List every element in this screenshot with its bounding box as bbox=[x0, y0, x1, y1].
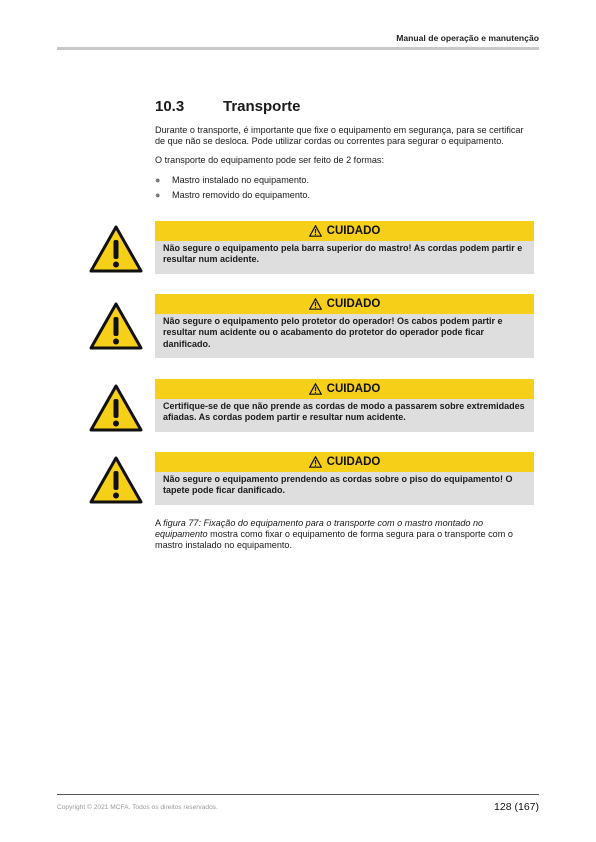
warning-small-icon bbox=[309, 383, 322, 395]
warning-triangle-icon bbox=[89, 384, 143, 432]
closing-suffix: mostra como fixar o equipamento de forma segura para o transporte com o mastro instalado no equipamento. bbox=[155, 529, 513, 551]
warning-box bbox=[155, 221, 534, 274]
bullet-icon: ● bbox=[155, 174, 161, 185]
warning-triangle-icon bbox=[89, 456, 143, 504]
warning-label: CUIDADO bbox=[326, 225, 381, 237]
section-title: Transporte bbox=[223, 98, 301, 115]
intro-paragraph: Durante o transporte, é importante que fixe o equipamento em segurança, para se certificar de que não se desloca. Pode utilizar cordas ou correntes para segurar o equipamento. bbox=[155, 125, 524, 147]
warning-header bbox=[155, 221, 534, 241]
warning-label: CUIDADO bbox=[326, 456, 381, 468]
list-item-text: Mastro instalado no equipamento. bbox=[172, 174, 309, 185]
warning-triangle-icon bbox=[89, 225, 143, 273]
copyright-text: Copyright © 2021 MCFA. Todos os direitos reservados. bbox=[57, 804, 218, 811]
figure-reference-link[interactable]: figura 77: Fixação do equipamento para o transporte com o mastro montado no equipamento bbox=[155, 518, 484, 540]
page-number: 128 (167) bbox=[494, 801, 539, 813]
ways-paragraph: O transporte do equipamento pode ser feito de 2 formas: bbox=[155, 155, 384, 166]
footer-rule bbox=[57, 794, 539, 795]
page-header-title: Manual de operação e manutenção bbox=[396, 33, 539, 43]
header-rule bbox=[57, 47, 539, 50]
warning-header bbox=[155, 294, 534, 314]
warning-label: CUIDADO bbox=[326, 298, 381, 310]
section-content bbox=[155, 98, 535, 206]
warning-box bbox=[155, 379, 534, 432]
warning-header bbox=[155, 452, 534, 472]
warning-small-icon bbox=[309, 456, 322, 468]
warning-triangle-icon bbox=[89, 302, 143, 350]
warning-text: Não segure o equipamento prendendo as cordas sobre o piso do equipamento! O tapete pode ficar danificado. bbox=[155, 472, 534, 505]
warning-small-icon bbox=[309, 225, 322, 237]
figure-reference-paragraph bbox=[155, 518, 535, 552]
warning-box bbox=[155, 294, 534, 358]
list-item bbox=[155, 175, 535, 186]
warning-text: Não segure o equipamento pela barra superior do mastro! As cordas podem partir e resultar num acidente. bbox=[155, 241, 534, 274]
warning-label: CUIDADO bbox=[326, 383, 381, 395]
closing-prefix: A bbox=[155, 518, 164, 528]
list-item-text: Mastro removido do equipamento. bbox=[172, 190, 310, 201]
warning-small-icon bbox=[309, 298, 322, 310]
section-number: 10.3 bbox=[155, 98, 185, 115]
warning-box bbox=[155, 452, 534, 505]
warning-text: Certifique-se de que não prende as cordas de modo a passarem sobre extremidades afiadas. As cordas podem partir e resultar num acidente. bbox=[155, 399, 534, 432]
transport-options-list bbox=[155, 175, 535, 202]
bullet-icon: ● bbox=[155, 190, 161, 201]
warning-text: Não segure o equipamento pelo protetor do operador! Os cabos podem partir e resultar num acidente ou o acabamento do protetor do operador pode ficar danificado. bbox=[155, 314, 534, 358]
section-heading bbox=[155, 98, 535, 115]
warning-header bbox=[155, 379, 534, 399]
list-item bbox=[155, 190, 535, 201]
